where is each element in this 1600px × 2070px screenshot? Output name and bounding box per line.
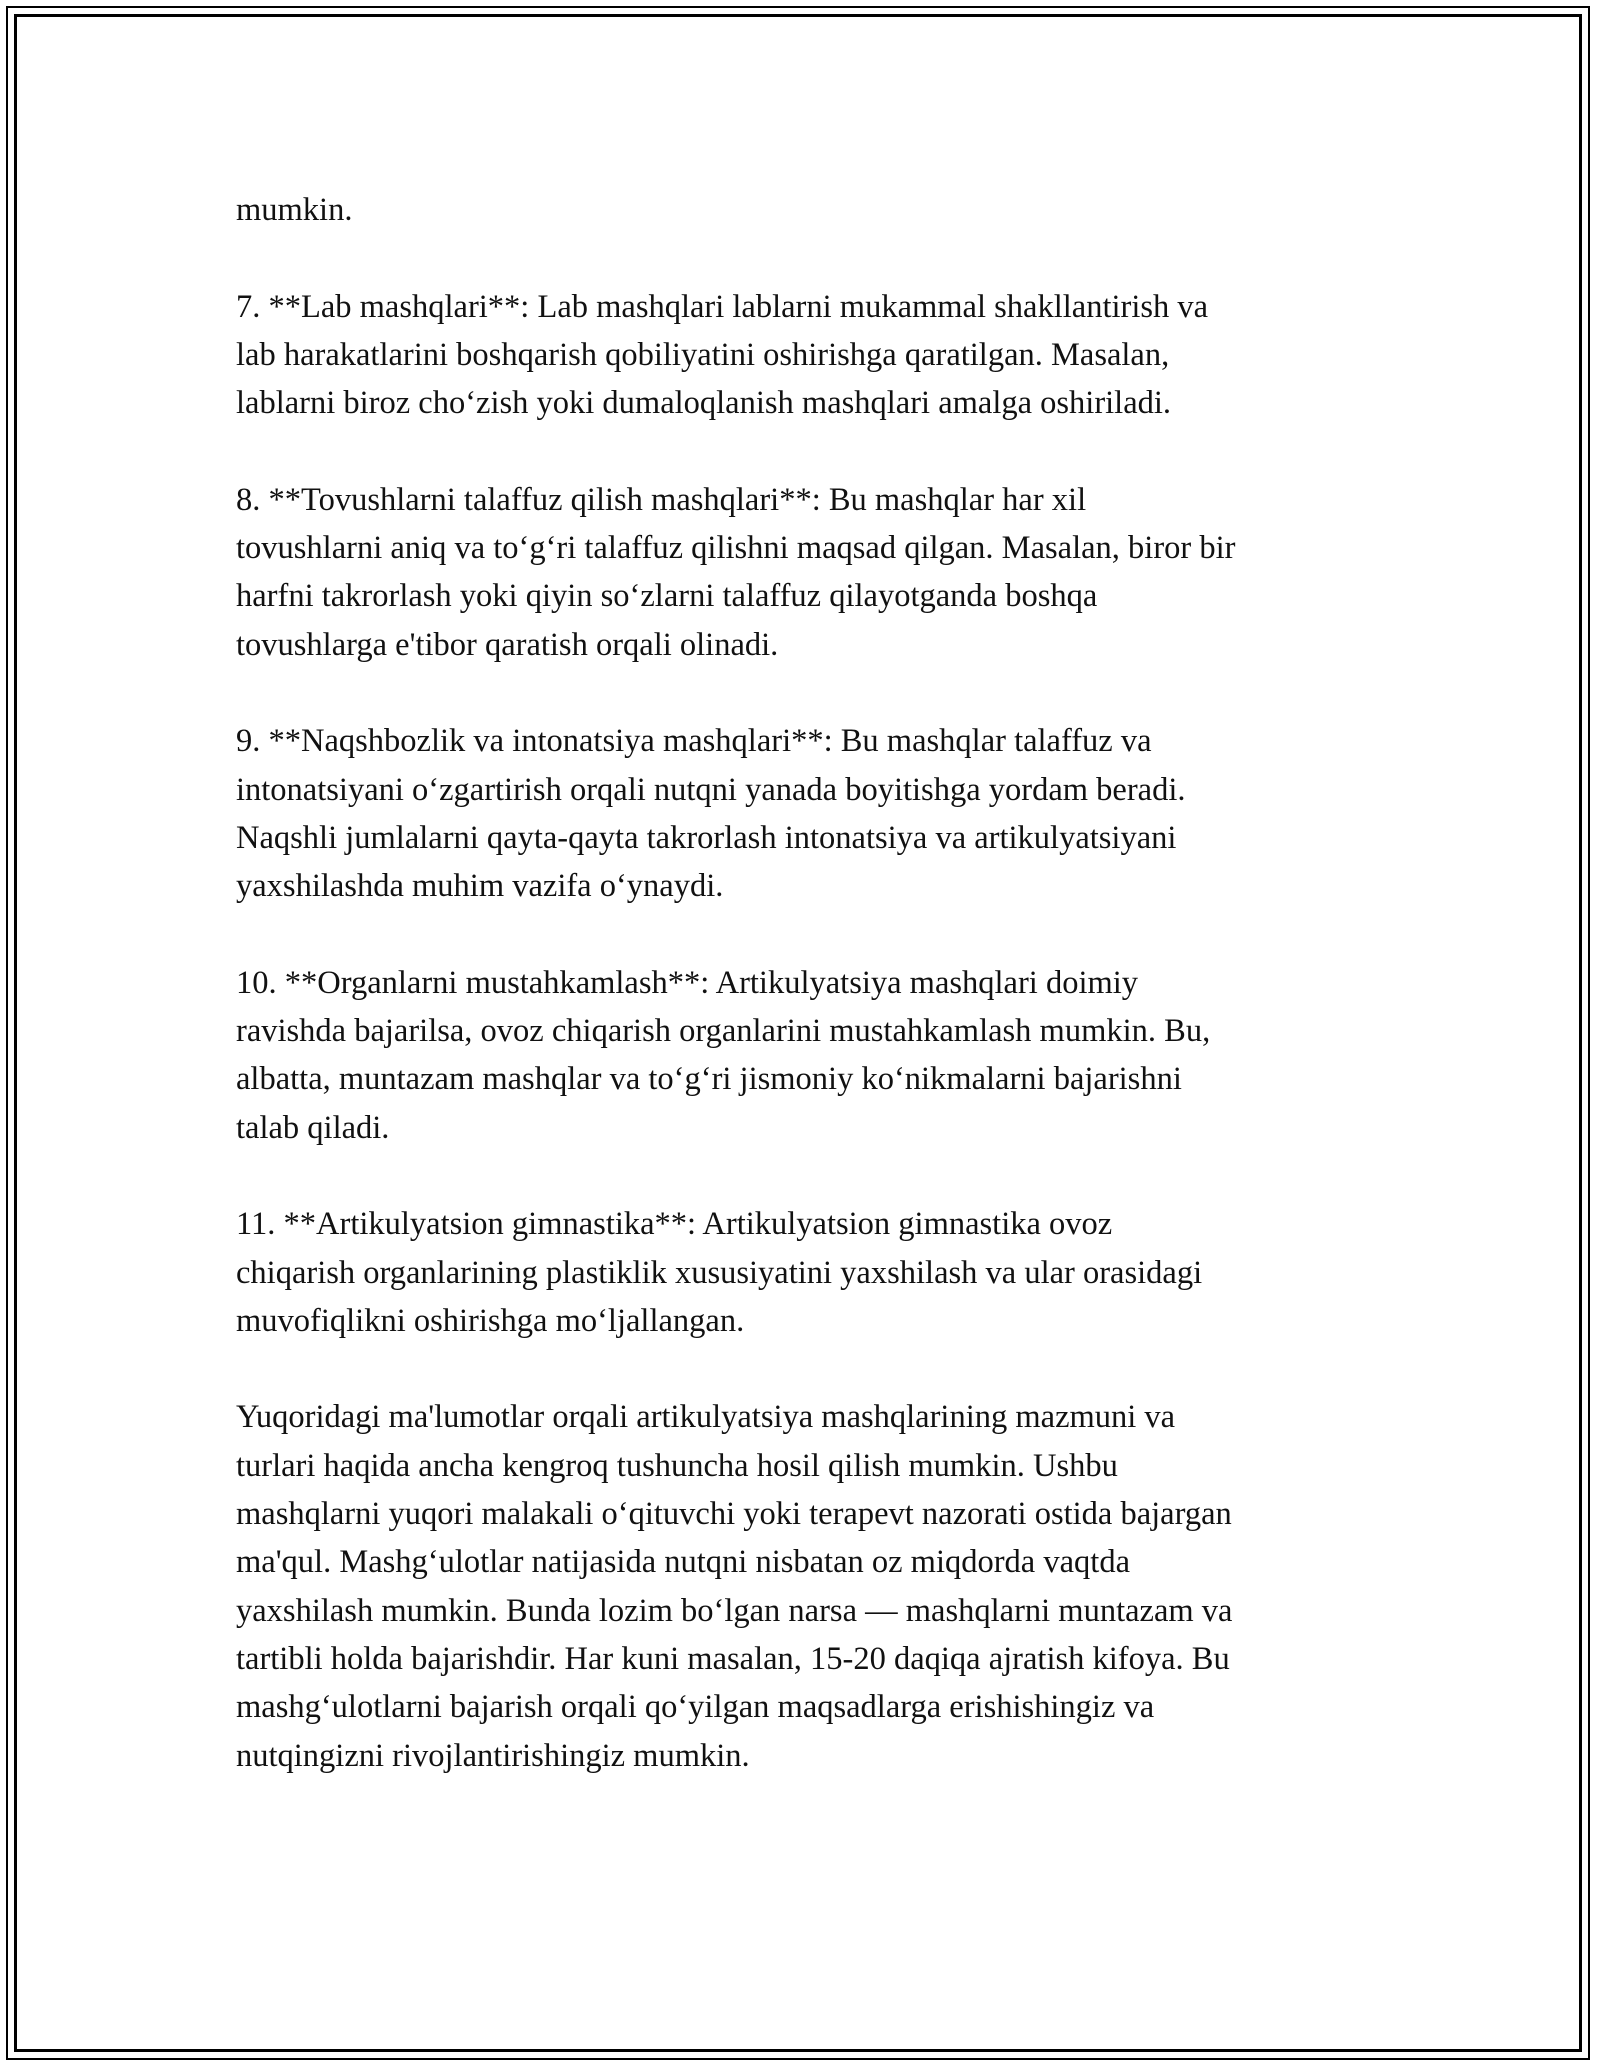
paragraph-conclusion: Yuqoridagi ma'lumotlar orqali artikulyatsiya mashqlarining mazmuni va turlari haqida ancha kengroq tushuncha hosil qilish mumkin. Ushbu mashqlarni yuqori malakali o‘qituvchi yoki terapevt nazorati ostida bajargan ma'qul. Mashg‘ulotlar natijasida nutqni nisbatan oz miqdorda vaqtda yaxshilash mumkin. Bunda lozim bo‘lgan narsa — mashqlarni muntazam va tartibli holda bajarishdir. Har kuni masalan, 15-20 daqiqa ajratish kifoya. Bu mashg‘ulotlarni bajarish orqali qo‘yilgan maqsadlarga erishishingiz va nutqingizni rivojlantirishingiz mumkin. <box>236 1399 1233 1774</box>
paragraph-item-9: 9. **Naqshbozlik va intonatsiya mashqlari**: Bu mashqlar talaffuz va intonatsiyani o‘zgartirish orqali nutqni yanada boyitishga yordam beradi. Naqshli jumlalarni qayta-qayta takrorlash intonatsiya va artikulyatsiyani yaxshilashda muhim vazifa o‘ynaydi. <box>236 723 1186 905</box>
paragraph-item-11: 11. **Artikulyatsion gimnastika**: Artikulyatsion gimnastika ovoz chiqarish organlarining plastiklik xususiyatini yaxshilash va ular orasidagi muvofiqlikni oshirishga mo‘ljallangan. <box>236 1206 1203 1339</box>
paragraph-item-10: 10. **Organlarni mustahkamlash**: Artikulyatsiya mashqlari doimiy ravishda bajarilsa, ovoz chiqarish organlarini mustahkamlash mumkin. Bu, albatta, muntazam mashqlar va to‘g‘ri jismoniy ko‘nikmalarni bajarishni talab qiladi. <box>236 964 1211 1146</box>
paragraph-item-7: 7. **Lab mashqlari**: Lab mashqlari lablarni mukammal shakllantirish va lab harakatlarini boshqarish qobiliyatini oshirishga qaratilgan. Masalan, lablarni biroz cho‘zish yoki dumaloqlanish mashqlari amalga oshiriladi. <box>236 288 1209 422</box>
document-body <box>236 186 1386 1780</box>
paragraph-continuation: mumkin. <box>236 192 353 228</box>
paragraph-item-8: 8. **Tovushlarni talaffuz qilish mashqlari**: Bu mashqlar har xil tovushlarni aniq va to‘g‘ri talaffuz qilishni maqsad qilgan. Masalan, biror bir harfni takrorlash yoki qiyin so‘zlarni talaffuz qilayotganda boshqa tovushlarga e'tibor qaratish orqali olinadi. <box>236 481 1236 663</box>
